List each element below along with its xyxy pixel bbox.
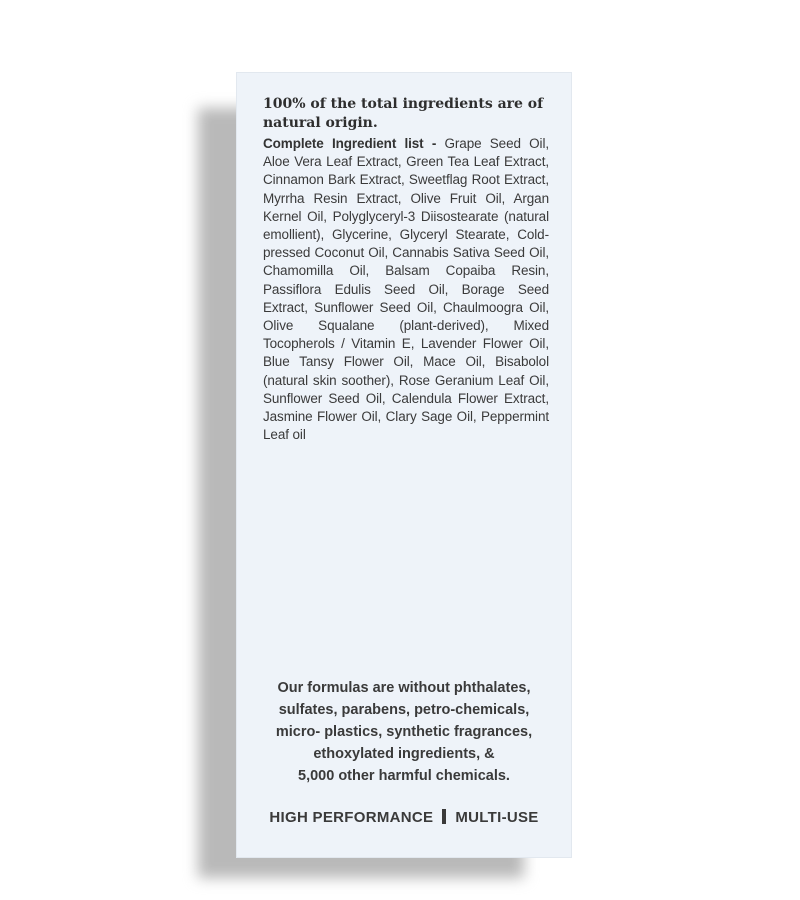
natural-origin-heading bbox=[263, 95, 549, 133]
claims-line: micro- plastics, synthetic fragrances, bbox=[275, 724, 533, 740]
free-from-claims bbox=[237, 677, 571, 787]
product-tagline bbox=[237, 809, 571, 826]
ingredients-block bbox=[263, 95, 549, 444]
claims-line: ethoxylated ingredients, & bbox=[313, 746, 495, 762]
heading-line-1: 100% of the total ingredients are of bbox=[263, 96, 544, 112]
tagline-high-performance: HIGH PERFORMANCE bbox=[269, 809, 434, 826]
ingredient-list-label: Complete Ingredient list - bbox=[263, 136, 437, 151]
tagline-separator bbox=[442, 809, 446, 824]
ingredient-list-text: Grape Seed Oil, Aloe Vera Leaf Extract, Green Tea Leaf Extract, Cinnamon Bark Extract, Sweetflag Root Extract, Myrrha Resin Extract, Olive Fruit Oil, Argan Kernel Oil, Polyglyceryl-3 Diisostearate (natural emollient), Glycerine, Glyceryl Stearate, Cold-pressed Coconut Oil, Cannabis Sativa Seed Oil, Chamomilla Oil, Balsam Copaiba Resin, Passiflora Edulis Seed Oil, Borage Seed Extract, Sunflower Seed Oil, Chaulmoogra Oil, Olive Squalane (plant-derived), Mixed Tocopherols / Vitamin E, Lavender Flower Oil, Blue Tansy Flower Oil, Mace Oil, Bisabolol (natural skin soother), Rose Geranium Leaf Oil, Sunflower Seed Oil, Calendula Flower Extract, Jasmine Flower Oil, Clary Sage Oil, Peppermint Leaf oil bbox=[263, 136, 549, 443]
product-box-panel bbox=[236, 72, 572, 858]
claims-line: Our formulas are without phthalates, bbox=[277, 680, 531, 696]
claims-line: sulfates, parabens, petro-chemicals, bbox=[278, 702, 530, 718]
claims-block bbox=[237, 677, 571, 826]
tagline-multi-use: MULTI-USE bbox=[455, 809, 539, 826]
heading-line-2: natural origin. bbox=[263, 115, 378, 131]
ingredient-list bbox=[263, 135, 549, 444]
claims-line: 5,000 other harmful chemicals. bbox=[298, 768, 510, 784]
